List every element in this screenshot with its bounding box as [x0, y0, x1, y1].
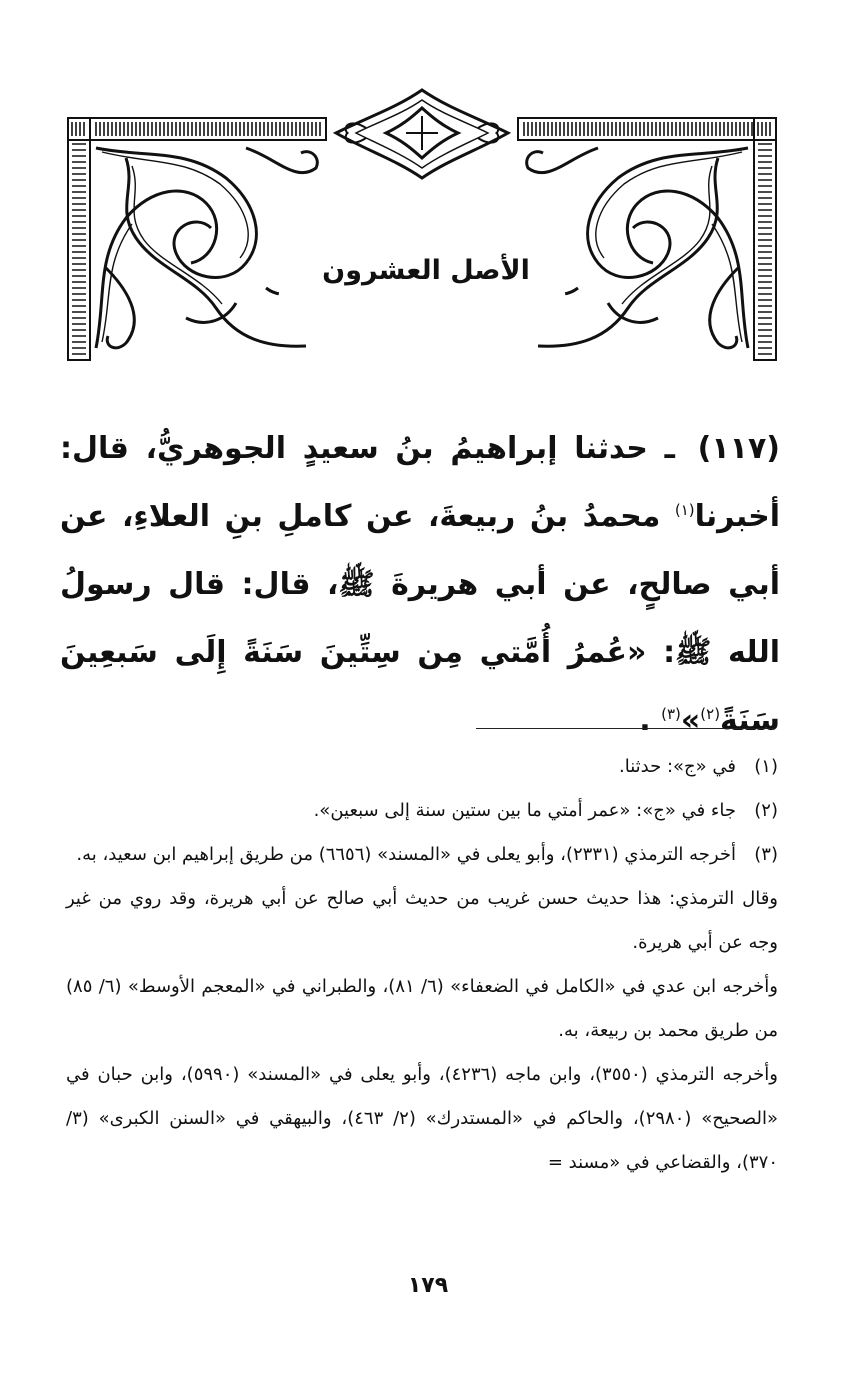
footnote-number: (٣): [754, 844, 778, 865]
footnote-text: جاء في «ج»: «عمر أمتي ما بين ستين سنة إلى سبعين».: [313, 800, 736, 821]
quote-close: »: [680, 703, 701, 738]
footnote-item: [66, 833, 778, 877]
footnote-number: (٢): [754, 800, 778, 821]
chapter-title: الأصل العشرون: [290, 246, 562, 296]
footnote-ref-2[interactable]: (٢): [700, 705, 721, 723]
page-number: ١٧٩: [407, 1273, 449, 1298]
footnote-paragraph: وأخرجه الترمذي (٣٥٥٠)، وابن ماجه (٤٢٣٦)، وأبو يعلى في «المسند» (٥٩٩٠)، وابن حبان في «الصحيح» (٢٩٨٠)، والحاكم في «المستدرك» (٢/ ٤٦٣)، والبيهقي في «السنن الكبرى» (٣/ ٣٧٠)، والقضاعي في «مسند =: [66, 1064, 778, 1173]
footnotes-section: [66, 745, 778, 1185]
hadith-end: .: [639, 703, 662, 738]
ornamental-header-frame: [66, 88, 778, 363]
hadith-isnad-intro: ـ حدثنا إبراهيمُ بنُ سعيدٍ الجوهريُّ، قال: أخبرنا: [60, 431, 780, 534]
footnote-text: في «ج»: حدثنا.: [619, 756, 736, 777]
footnote-item: [66, 745, 778, 789]
footnote-paragraph: وقال الترمذي: هذا حديث حسن غريب من حديث أبي صالح عن أبي هريرة، وقد روي من غير وجه عن أبي هريرة.: [66, 888, 778, 953]
hadith-isnad-matn: محمدُ بنُ ربيعةَ، عن كاملِ بنِ العلاءِ، عن أبي صالحٍ، عن أبي هريرةَ ﷺ، قال: قال رسولُ الله ﷺ: «عُمرُ أُمَّتي مِن سِتِّينَ سَنَةً إِلَى سَبعِينَ سَنَةً: [60, 499, 780, 738]
footnote-number: (١): [754, 756, 778, 777]
footnote-text: أخرجه الترمذي (٢٣٣١)، وأبو يعلى في «المسند» (٦٦٥٦) من طريق إبراهيم ابن سعيد، به.: [76, 844, 736, 865]
hadith-text: [60, 415, 780, 755]
footnote-item: [66, 789, 778, 833]
footnote-paragraph: وأخرجه ابن عدي في «الكامل في الضعفاء» (٦/ ٨١)، والطبراني في «المعجم الأوسط» (٦/ ٨٥) من طريق محمد بن ربيعة، به.: [66, 976, 778, 1041]
footnote-ref-1[interactable]: (١): [674, 501, 695, 519]
hadith-number: (١١٧): [697, 431, 780, 466]
footnote-ref-3[interactable]: (٣): [661, 705, 681, 723]
footnote-divider: [476, 728, 774, 729]
